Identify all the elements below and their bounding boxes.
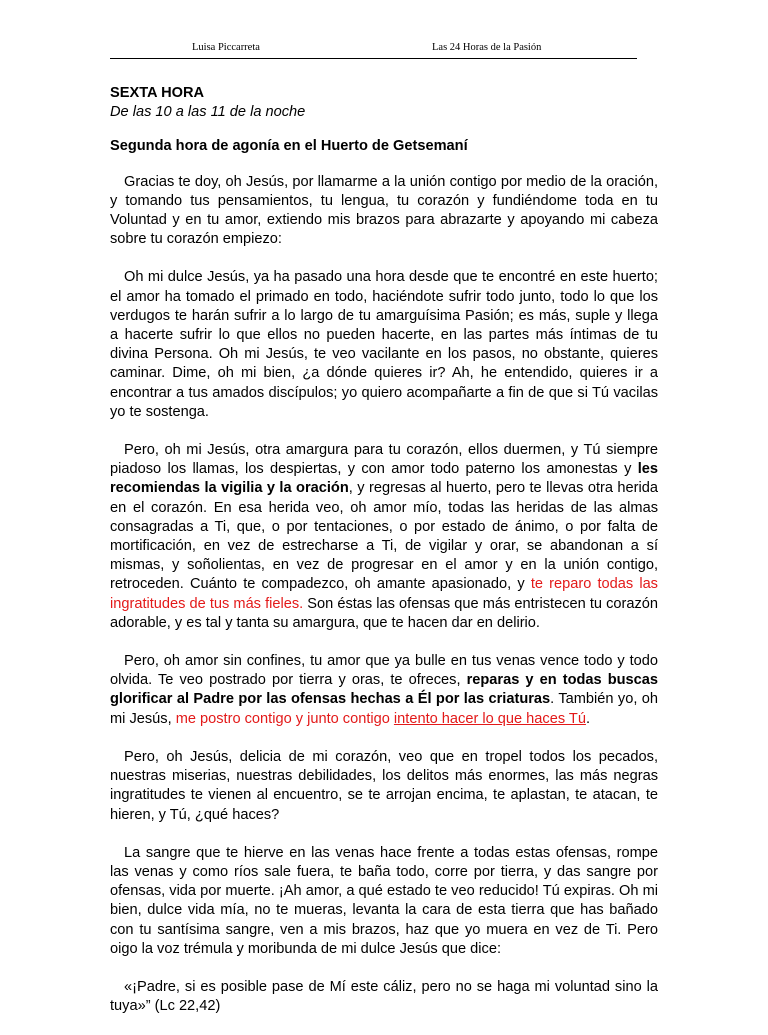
- paragraphs: [110, 173, 658, 1017]
- hour-title: SEXTA HORA: [110, 85, 205, 101]
- paragraph: [110, 268, 658, 422]
- text-run: Pero, oh Jesús, delicia de mi corazón, veo que en tropel todos los pecados, nuestras miserias, nuestras debilidades, los delitos más enormes, las más negras ingratitudes te vienen al encuentro, se te arrojan encima, te aplastan, te atacan, te hieren, y Tú, ¿qué haces?: [110, 748, 658, 823]
- text-run: Son éstas las ofensas que más entristecen tu corazón adorable, y es tal y tanta su amargura, que te hacen dar en delirio.: [110, 595, 658, 631]
- text-run: «¡Padre, si es posible pase de Mí este cáliz, pero no se haga mi voluntad sino la tuya»” (Lc 22,42): [110, 978, 658, 1015]
- highlighted-text: me postro contigo y junto contigo: [175, 710, 390, 727]
- page-content: [110, 84, 658, 1035]
- header-author: Luisa Piccarreta: [192, 42, 260, 53]
- text-run: , y regresas al huerto, pero te llevas otra herida en el corazón. En esa herida veo, oh amor mío, todas las heridas de las almas consagradas a Ti, que, o por tentaciones, o por estado de ánimo, o por falta de mortificación, en vez de estrecharse a Ti, de vigilar y orar, se abandonan a sí mismas, y soñolientas, en vez de progresar en el amor y en la unión contigo, retroceden. Cuánto te compadezco, oh amante apasionado, y: [110, 480, 658, 593]
- text-run: Oh mi dulce Jesús, ya ha pasado una hora desde que te encontré en este huerto; el amor ha tomado el primado en todo, haciéndote sufrir todo junto, todo lo que los verdugos te harán sufrir a lo largo de tu amarguísima Pasión; es más, suple y llega a hacerte sufrir lo que ellos no pueden hacerte, en las partes más íntimas de tu divina Persona. Oh mi Jesús, te veo vacilante en los pasos, no obstante, quieres caminar. Dime, oh mi bien, ¿a dónde quieres ir? Ah, he entendido, quieres ir a encontrar a tus amados discípulos; yo quiero acompañarte a fin de que si Tú vacilas yo te sostenga.: [110, 269, 658, 420]
- text-run: .: [585, 710, 590, 727]
- text-run: Pero, oh mi Jesús, otra amargura para tu corazón, ellos duermen, y Tú siempre piadoso los llamas, los despiertas, y con amor todo paterno los amonestas y: [110, 442, 658, 478]
- paragraph: [110, 978, 658, 1016]
- running-header: [110, 40, 637, 59]
- text-run: Pero, oh amor sin confines, tu amor que ya bulle en tus venas vence todo y todo olvida. Te veo postrado por tierra y oras, te ofreces,: [110, 653, 658, 689]
- paragraph: [110, 748, 658, 825]
- bold-text: les recomiendas la vigilia y la oración: [110, 461, 658, 497]
- header-book-title: Las 24 Horas de la Pasión: [432, 42, 542, 53]
- paragraph: [110, 844, 658, 959]
- paragraph: [110, 652, 658, 729]
- text-run: . También yo, oh mi Jesús,: [110, 691, 659, 727]
- highlighted-text: intento hacer lo que haces Tú: [393, 710, 586, 727]
- paragraph: [110, 173, 658, 250]
- section-title: Segunda hora de agonía en el Huerto de Getsemaní: [110, 138, 468, 155]
- highlighted-text: te reparo todas las ingratitudes de tus más fieles.: [110, 576, 658, 612]
- text-run: Gracias te doy, oh Jesús, por llamarme a la unión contigo por medio de la oración, y tomando tus pensamientos, tu lengua, tu corazón y fundiéndome toda en tu Voluntad y en tu amor, extiendo mis brazos para abrazarte y apoyando mi cabeza sobre tu corazón empiezo:: [110, 173, 658, 248]
- paragraph: [110, 441, 658, 633]
- text-run: La sangre que te hierve en las venas hace frente a todas estas ofensas, rompe las venas y como ríos sale fuera, te baña todo, corre por tierra, y das sangre por ofensas, vida por muerte. ¡Ah amor, a qué estado te veo reducido! Tú expiras. Oh mi bien, dulce vida mía, no te mueras, levanta la cara de esta tierra que has bañado con tu santísima sangre, ven a mis brazos, haz que yo muera en vez de Ti. Pero oigo la voz trémula y moribunda de mi dulce Jesús que dice:: [110, 844, 658, 957]
- bold-text: reparas y en todas buscas glorificar al Padre por las ofensas hechas a Él por las criaturas: [110, 672, 658, 708]
- hour-subtitle: De las 10 a las 11 de la noche: [110, 104, 306, 121]
